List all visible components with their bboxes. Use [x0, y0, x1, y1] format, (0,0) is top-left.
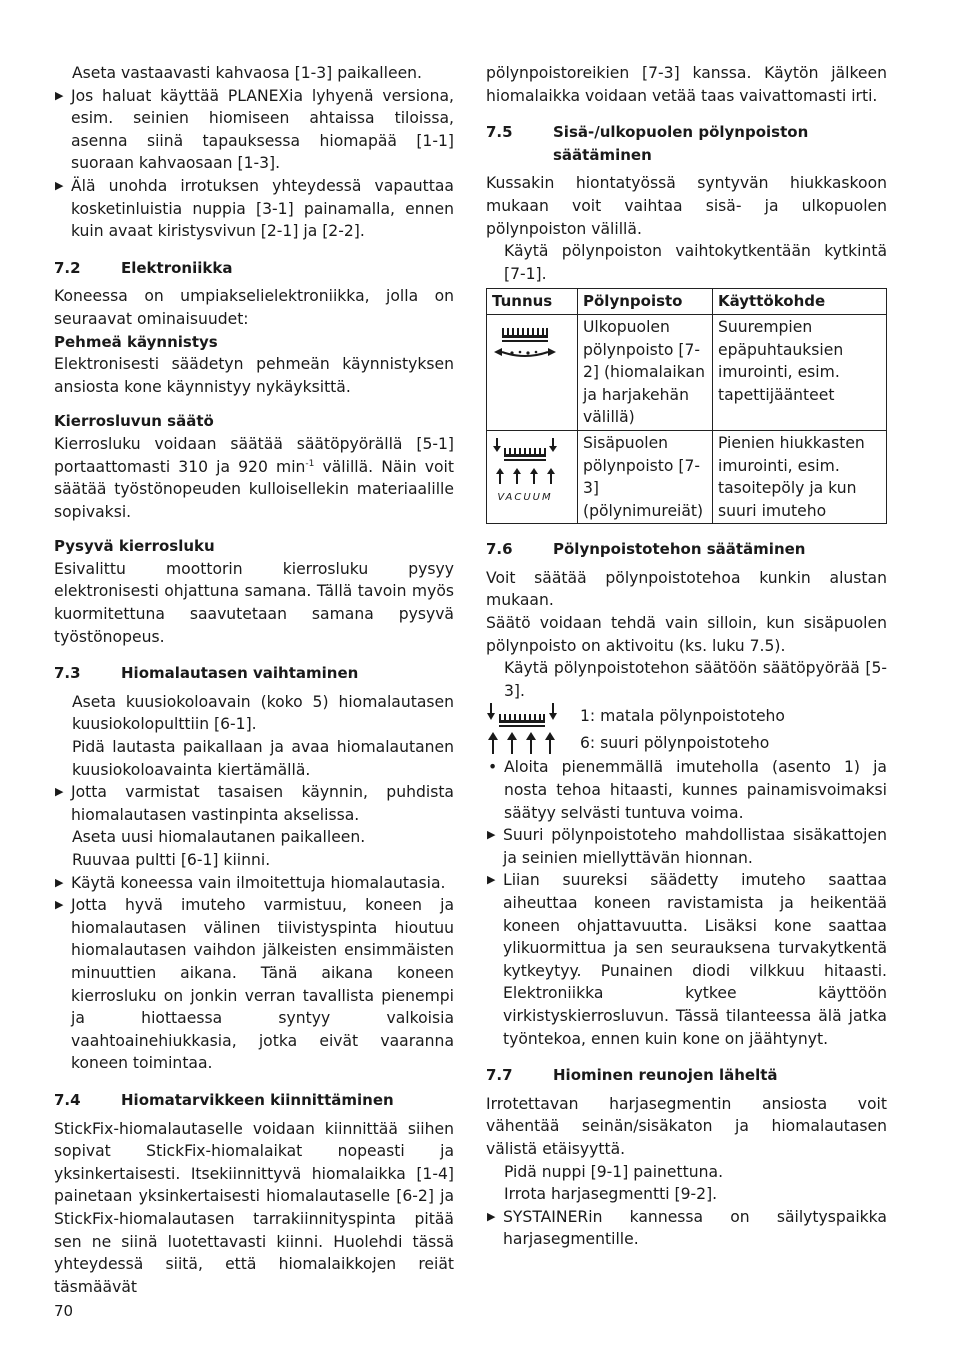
bullet: ▶ SYSTAINERin kannessa on säilytyspaikka harjasegmentille.	[486, 1206, 887, 1251]
table-row	[487, 314, 887, 430]
table-cell: Pienien hiukkasten imurointi, esim. tasoitepöly ja kun suuri imuteho	[713, 430, 887, 523]
intro-bullet: ▶ Älä unohda irrotuksen yhteydessä vapauttaa kosketinluistia nuppia [3-1] painamalla, ennen kuin avaat kiristysvivun [2-1] ja [2-2].	[54, 175, 454, 243]
bullet: ▶ Jotta hyvä imuteho varmistuu, koneen ja hiomalautasen välinen tiivistyspinta hioutuu hiomalautasen vaihdon jälkeisten ensimmäisten minuuttien aikana. Tänä aikana koneen kierrosluku on jonkin verran tavallista pienempi ja hiottaessa syntyy valkoisia vaahtoainehiukkasia, jotka eivät vaaranna koneen toimintaa.	[54, 894, 454, 1075]
step: Käytä pölynpoistotehon säätöön säätöpyörää [5-3].	[504, 659, 887, 700]
page-number: 70	[54, 1302, 74, 1320]
step: Käytä pölynpoiston vaihtokytkentään kytkintä [7-1].	[504, 242, 887, 283]
table-header: Pölynpoisto	[578, 289, 713, 315]
legend-row-low	[486, 702, 887, 729]
left-column	[54, 62, 454, 1298]
paragraph: StickFix-hiomalautaselle voidaan kiinnittää siihen sopivat StickFix-hiomalaikat nopeasti ja yksinkertaisesti. Itsekiinnittyvä hiomalaikka [1-4] painetaan yksinkertaisesti hiomalautaselle [6-2] ja StickFix-hiomalautasen tarrakiinnityspinta pitää sen ne siinä luotettavasti kiinni. Huolehdi tässä yhteydessä siitä, että hiomalaikkojen reiät täsmäävät	[54, 1119, 454, 1296]
paragraph: Elektronisesti säädetyn pehmeän käynnistyksen ansiosta kone käynnistyy nykäyksittä.	[54, 355, 454, 396]
paragraph: Voit säätää pölynpoistotehoa kunkin alustan mukaan.	[486, 568, 887, 610]
paragraph: Kussakin hiontatyössä syntyvän hiukkaskoon mukaan voit vaihtaa sisä- ja ulkopuolen pölynpoiston välillä.	[486, 174, 887, 238]
step: Irrota harjasegmentti [9-2].	[504, 1185, 718, 1204]
section-heading-7-2: 7.2 Elektroniikka	[54, 258, 233, 277]
external-extraction-icon	[487, 314, 578, 430]
step: Aseta kuusiokoloavain (koko 5) hiomalautasen kuusiokolopulttiin [6-1].	[72, 692, 454, 734]
svg-text:VACUUM: VACUUM	[497, 491, 553, 503]
bullet: ▶ Suuri pölynpoistoteho mahdollistaa sisäkattojen ja seinien miellyttävän hionnan.	[486, 824, 887, 869]
bullet: ▶ Käytä koneessa vain ilmoitettuja hiomalautasia.	[54, 872, 454, 895]
step: Pidä lautasta paikallaan ja avaa hiomalautanen kuusiokoloavainta kiertämällä.	[72, 738, 454, 779]
paragraph-speed: Kierrosluku voidaan säätää säätöpyörällä [5-1] portaattomasti 310 ja 920 $\min^{-1}$ välillä. Näin voit säätää työstönopeuden kulloisellekin materiaalille sopivaksi.	[54, 434, 455, 521]
subheading-soft-start: Pehmeä käynnistys	[54, 332, 218, 351]
section-heading-7-5: 7.5 Sisä-/ulkopuolen pölynpoiston säätäminen	[486, 123, 809, 164]
bullet: ▶ Liian suureksi säädetty imuteho saattaa aiheuttaa koneen ravistamista ja heikentää koneen ohjattavuutta. Lisäksi kone saattaa ylikuormittua ja sen seurauksena turvakytkentä kytkeytyy. Punainen diodi vilkkuu hitaasti. Elektroniikka kytkee käyttöön virkistyskierrosluvun. Tässä tilanteessa älä jatka työntekoa, ennen kuin kone on jäähtynyt.	[486, 869, 887, 1050]
table-cell: Suurempien epäpuhtauksien imurointi, esim. tapettijäänteet	[713, 314, 887, 430]
legend-row-high	[486, 729, 887, 756]
paragraph: Esivalittu moottorin kierrosluku pysyy elektronisesti ohjattuna samana. Tällä tavoin myös kuormitettuna saavutetaan samana pysyvä työstönopeus.	[54, 559, 454, 646]
table-header-row	[487, 289, 887, 315]
legend-label-high: 6: suuri pölynpoistoteho	[580, 733, 770, 752]
table-row	[487, 430, 887, 523]
intro-step: Aseta vastaavasti kahvaosa [1-3] paikalleen.	[72, 64, 422, 82]
legend-label-low: 1: matala pölynpoistoteho	[580, 706, 785, 725]
section-heading-7-3: 7.3 Hiomalautasen vaihtaminen	[54, 664, 359, 683]
table-header: Tunnus	[487, 289, 578, 315]
step: Ruuvaa pultti [6-1] kiinni.	[72, 851, 271, 869]
high-suction-icon	[486, 729, 558, 756]
paragraph: Irrotettavan harjasegmentin ansiosta voit vähentää seinän/sisäkaton ja hiomalautasen välistä etäisyyttä.	[486, 1094, 887, 1158]
low-suction-icon	[486, 702, 558, 729]
subheading-constant-speed: Pysyvä kierrosluku	[54, 537, 215, 556]
dot-item: • Aloita pienemmällä imuteholla (asento 1) ja nosta tehoa hitaasti, kunnes painamisvoimaksi säätyy selvästi tuntuva voima.	[486, 756, 887, 824]
right-column	[486, 62, 887, 1251]
section-heading-7-4: 7.4 Hiomatarvikkeen kiinnittäminen	[54, 1090, 394, 1109]
table-cell: Sisäpuolen pölynpoisto [7-3] (pölynimureiät)	[578, 430, 713, 523]
paragraph: Koneessa on umpiakselielektroniikka, jolla on seuraavat ominaisuudet:	[54, 287, 454, 328]
subheading-speed-control: Kierrosluvun säätö	[54, 412, 214, 431]
intro-bullet: ▶ Jos haluat käyttää PLANEXia lyhyenä versiona, esim. seinien hiomiseen ahtaissa tiloissa, asenna siinä tapauksessa hiomapää [1-1] suoraan kahvaosaan [1-3].	[54, 85, 454, 175]
bullet: ▶ Jotta varmistat tasaisen käynnin, puhdista hiomalautasen vastinpinta akselissa.	[54, 781, 454, 826]
paragraph: Säätö voidaan tehdä vain silloin, kun sisäpuolen pölynpoisto on aktivoitu (ks. luku 7.5).	[486, 614, 887, 655]
section-heading-7-7: 7.7 Hiominen reunojen läheltä	[486, 1066, 778, 1085]
internal-vacuum-icon	[487, 430, 578, 523]
paragraph: pölynpoistoreikien [7-3] kanssa. Käytön jälkeen hiomalaikka voidaan vetää taas vaivattomasti irti.	[486, 64, 887, 105]
extraction-table	[486, 288, 887, 524]
table-cell: Ulkopuolen pölynpoisto [7-2] (hiomalaikan ja harjakehän välillä)	[578, 314, 713, 430]
step: Aseta uusi hiomalautanen paikalleen.	[72, 828, 366, 847]
table-header: Käyttökohde	[713, 289, 887, 315]
step: Pidä nuppi [9-1] painettuna.	[504, 1162, 724, 1181]
section-heading-7-6: 7.6 Pölynpoistotehon säätäminen	[486, 540, 806, 559]
